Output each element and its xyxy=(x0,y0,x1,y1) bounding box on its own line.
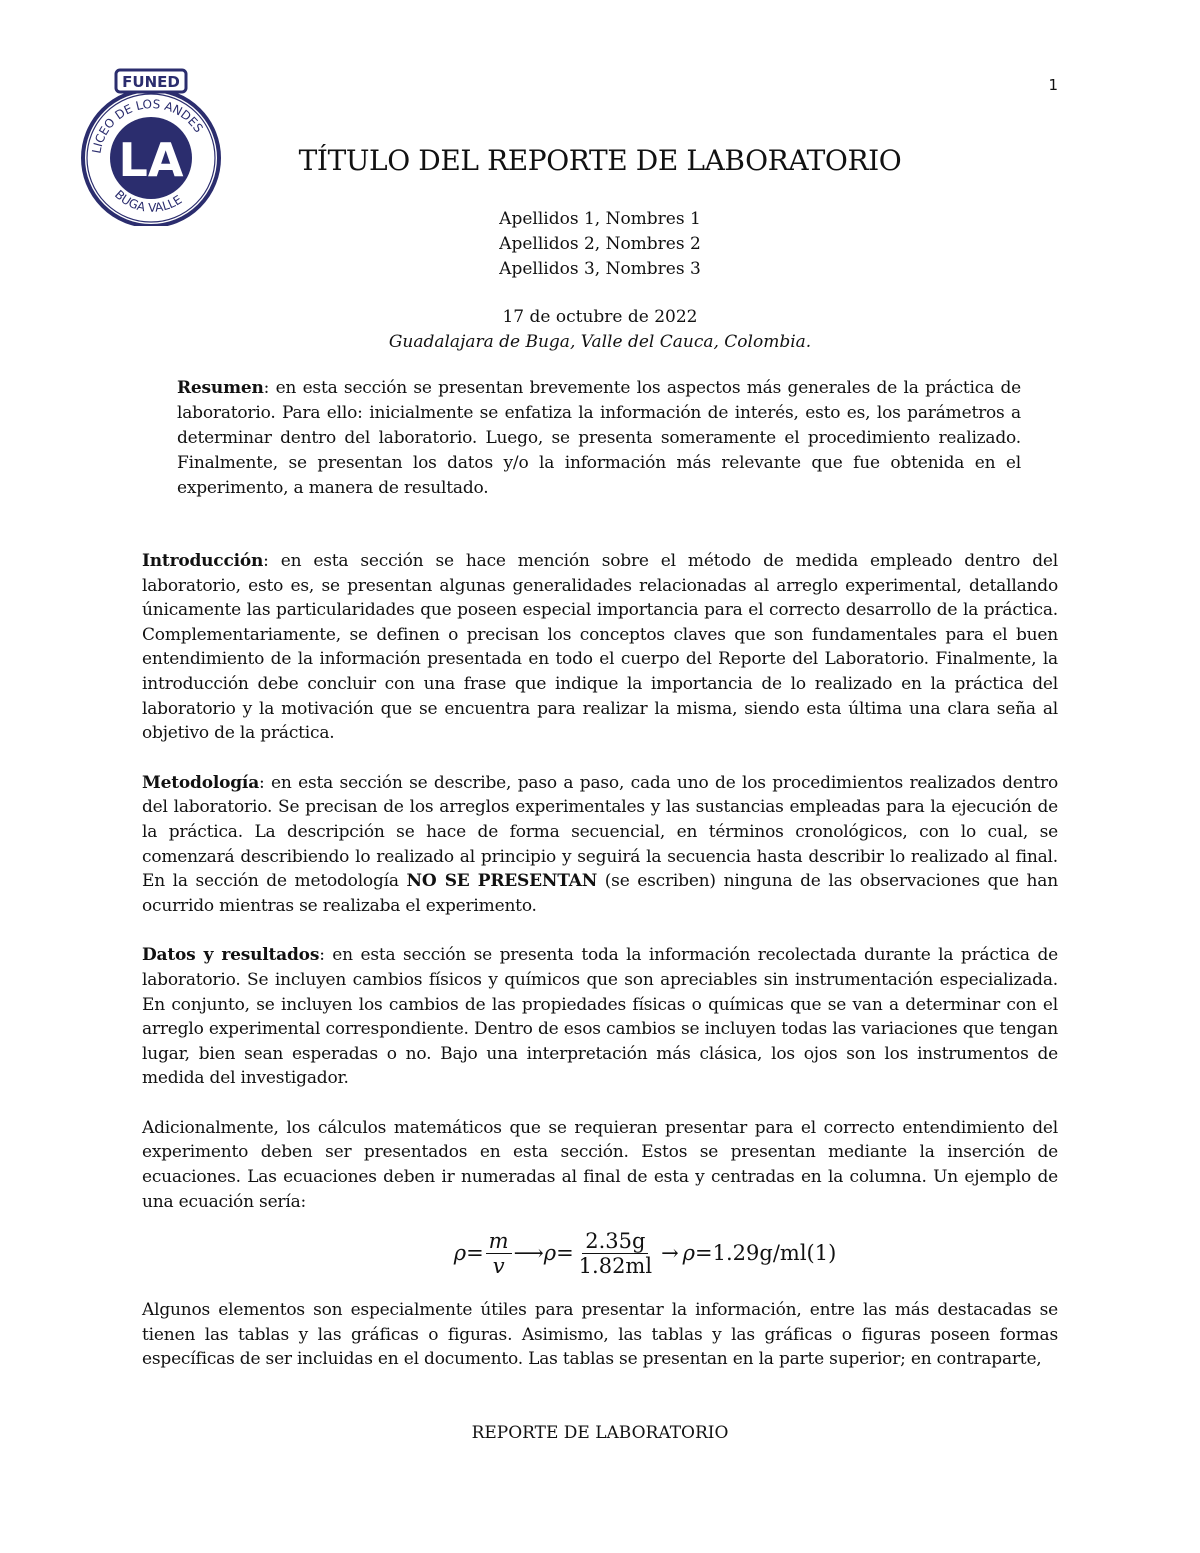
author-line: Apellidos 1, Nombres 1 xyxy=(499,209,701,229)
methodology-text: : en esta sección se describe, paso a paso, cada uno de los procedimientos realizados dentro del laboratorio. Se precisan de los arreglos experimentales y las sustancias empleadas para la ejecución de la práctica. La descripción se hace de forma secuencial, en términos cronológicos, con lo cual, se comenzará describiendo lo realizado al principio y seguirá la secuencia hasta describir lo realizado al final. En la sección de metodología xyxy=(142,772,1058,892)
eq-equals: = xyxy=(556,1241,574,1266)
report-place: Guadalajara de Buga, Valle del Cauca, Colombia. xyxy=(388,332,812,352)
eq-denominator: v xyxy=(492,1253,505,1278)
author-line: Apellidos 3, Nombres 3 xyxy=(499,259,701,279)
results-paragraph xyxy=(142,943,1058,1091)
abstract-label: Resumen xyxy=(177,378,264,398)
density-equation xyxy=(232,1226,1058,1280)
author-line: Apellidos 2, Nombres 2 xyxy=(499,234,701,254)
report-title: TÍTULO DEL REPORTE DE LABORATORIO xyxy=(298,144,902,177)
logo-center-text: LA xyxy=(118,133,184,187)
eq-denominator: 1.82ml xyxy=(578,1253,653,1278)
eq-numerator: 2.35g xyxy=(582,1229,648,1254)
introduction-label: Introducción xyxy=(142,551,264,571)
methodology-label: Metodología xyxy=(142,772,260,793)
eq-rho: ρ xyxy=(543,1241,557,1266)
introduction-paragraph xyxy=(142,549,1058,746)
eq-fraction-values xyxy=(576,1229,655,1278)
eq-arrow: ⟶ xyxy=(513,1241,544,1266)
abstract-text: : en esta sección se presentan brevemente los aspectos más generales de la práctica de laboratorio. Para ello: inicialmente se enfatiza la información de interés, esto es, los parámetros a determinar dentro del laboratorio. Luego, se presenta someramente el procedimiento realizado. Finalmente, se presentan los datos y/o la información más relevante que fue obtenida en el experimento, a manera de resultado. xyxy=(177,378,1021,498)
page-footer: REPORTE DE LABORATORIO xyxy=(471,1423,729,1443)
results-text: : en esta sección se presenta toda la información recolectada durante la práctica de laboratorio. Se incluyen cambios físicos y químicos que son apreciables sin instrumentación especializada. En conjunto, se incluyen los cambios de las propiedades físicas o químicas que se van a determinar con el arreglo experimental correspondiente. Dentro de esos cambios se incluyen todas las variaciones que tengan lugar, bien sean esperadas o no. Bajo una interpretación más clásica, los ojos son los instrumentos de medida del investigador. xyxy=(142,945,1058,1089)
eq-rho: ρ xyxy=(453,1241,467,1266)
eq-equals: = xyxy=(466,1241,484,1266)
eq-number: (1) xyxy=(806,1241,837,1266)
eq-rho: ρ xyxy=(682,1241,696,1266)
eq-arrow: → xyxy=(661,1241,679,1266)
introduction-text: : en esta sección se hace mención sobre el método de medida empleado dentro del laboratorio, esto es, se presentan algunas generalidades relacionadas al arreglo experimental, detallando únicamente las particularidades que poseen especial importancia para el correcto desarrollo de la práctica. Complementariamente, se definen o precisan los conceptos claves que son fundamentales para el buen entendimiento de la información presentada en todo el cuerpo del Reporte del Laboratorio. Finalmente, la introducción debe concluir con una frase que indique la importancia de lo realizado en la práctica del laboratorio y la motivación que se encuentra para realizar la misma, siendo esta última una clara seña al objetivo de la práctica. xyxy=(142,551,1058,744)
eq-result: =1.29g/ml xyxy=(695,1241,807,1266)
abstract-paragraph xyxy=(177,376,1021,501)
elements-paragraph: Algunos elementos son especialmente útiles para presentar la información, entre las más destacadas se tienen las tablas y las gráficas o figuras. Asimismo, las tablas y las gráficas o figuras poseen formas específicas de ser incluidas en el documento. Las tablas se presentan en la parte superior; en contraparte, xyxy=(142,1300,1058,1370)
calculations-paragraph: Adicionalmente, los cálculos matemáticos que se requieran presentar para el correcto entendimiento del experimento deben ser presentados en esta sección. Estos se presentan mediante la inserción de ecuaciones. Las ecuaciones deben ir numeradas al final de esta y centradas en la columna. Un ejemplo de una ecuación sería: xyxy=(142,1117,1058,1212)
authors-list xyxy=(0,207,1200,282)
results-label: Datos y resultados xyxy=(142,945,320,966)
logo-ring-text: LICEO DE LOS ANDES xyxy=(89,96,206,155)
report-date: 17 de octubre de 2022 xyxy=(502,307,698,327)
logo-bottom-text: BUGA VALLE xyxy=(111,187,185,215)
methodology-text-end: (se escriben) ninguna de las observaciones que han ocurrido mientras se realizaba el experimento. xyxy=(142,871,1058,916)
eq-fraction-mass-volume xyxy=(486,1229,512,1278)
report-body xyxy=(142,549,1058,1397)
report-meta xyxy=(0,305,1200,355)
logo-top-text: FUNED xyxy=(122,73,180,91)
page-number: 1 xyxy=(1048,76,1058,94)
methodology-paragraph xyxy=(142,771,1058,919)
eq-numerator: m xyxy=(486,1229,512,1254)
methodology-emphasis: NO SE PRESENTAN xyxy=(406,871,598,892)
